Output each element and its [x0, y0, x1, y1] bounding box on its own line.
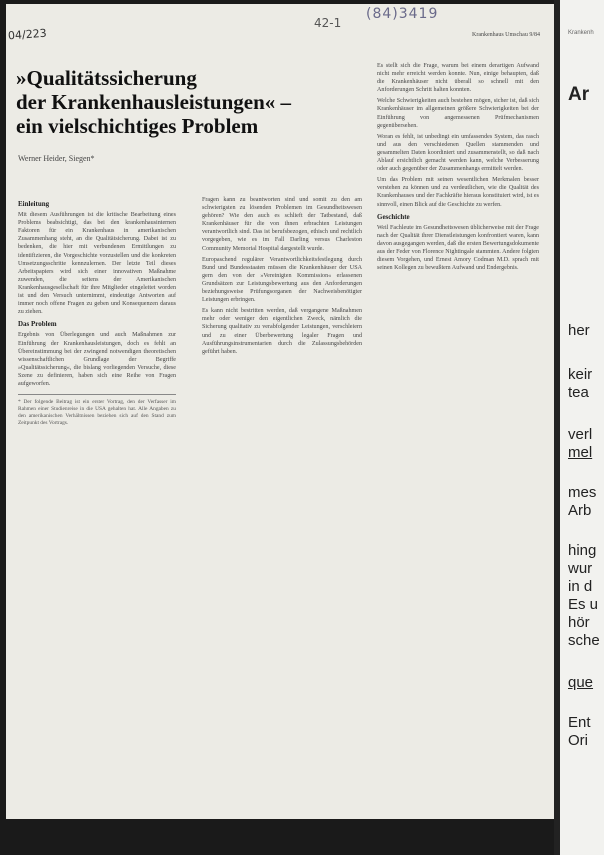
article-title: [16, 66, 366, 138]
adjacent-word: hing: [568, 542, 597, 559]
adjacent-word: verl: [568, 426, 593, 443]
text-column-3: [377, 62, 539, 807]
handwritten-left-note: 04/223: [7, 26, 48, 43]
adjacent-word: Es u: [568, 596, 599, 613]
title-line-3: ein vielschichtiges Problem: [16, 114, 259, 138]
adjacent-running-head: Krankenh: [568, 30, 594, 36]
section-heading-history: Geschichte: [377, 212, 410, 221]
adjacent-word: mel: [568, 444, 593, 461]
scan-background: [0, 819, 554, 855]
text-column-1: [18, 196, 176, 806]
adjacent-page-strip: [554, 0, 604, 855]
adjacent-word: Ent: [568, 714, 591, 731]
paragraph: Um das Problem mit seinen wesentlichen Merkmalen besser verstehen zu können und zu verdeutlichen, wie die Qualität des Krankenhauses und der Fachkräfte hieraus konstituiert wird, ist es sinnvoll, einen Blick auf die Geschichte zu werfen.: [377, 177, 539, 208]
adjacent-word: in d: [568, 578, 593, 595]
paragraph: Weil Fachleute im Gesundheitswesen üblicherweise mit der Frage nach der Qualität ihrer Dienstleistungen konfrontiert waren, kann davon ausgegangen werden, daß die ersten Bewertungsdokumente aus der Feder von Florence Nightingale stammten. Andere folgten diesem Vorgehen, und Ernest Amory Codman M.D. sprach mit seinen Kollegen zu bewußtem Aufwand und Endergebnis.: [377, 224, 539, 272]
section-heading-introduction: Einleitung: [18, 200, 50, 208]
paragraph: Fragen kann zu beantworten sind und somit zu den am schwierigsten zu lösenden Problemen im Gesundheitswesen gehören? Wie den auch es schlieft der Tatbestand, daß Krankenhäuser für die von ihnen erbrachten Leistungen verantwortlich sind. Das ist berufsbezogen, ethisch und rechtlich vorgegeben, wie es im Fall Darling versus Charleston Community Memorial Hospital dargestellt wurde.: [202, 197, 362, 252]
adjacent-word: mes: [568, 484, 597, 501]
text-column-2: [202, 196, 362, 806]
adjacent-word: Ar: [568, 84, 590, 105]
section-heading-problem: Das Problem: [18, 320, 57, 329]
paragraph: Es kann nicht bestritten werden, daß vergangene Maßnahmen mehr oder weniger den eigentlichen Zweck, nämlich die Sicherung qualitativ zu verabfolgender Leistungen, verschleiern und zu einer Überbewertung legaler Fragen und Ausführungsinstrumentarien durch die Zulassungsbehörden geführt haben.: [202, 308, 362, 355]
adjacent-word: Ori: [568, 732, 588, 749]
paragraph: Ergebnis von Überlegungen und auch Maßnahmen zur Einführung der Krankenhausleistungen, doch es fehlt an Übereinstimmung bei der zwingend notwendigen theoretischen wissenschaftlichen Grundlage der Begriffe »Qualitätssicherung«, die bislang vorliegenden Versuche, diese Szene zu definieren, haben sich eine Reihe von Fragen aufgeworfen.: [18, 332, 176, 387]
document-page: [6, 4, 554, 819]
title-line-1: »Qualitätssicherung: [16, 66, 197, 90]
footnote: * Der folgende Beitrag ist ein erster Vortrag, den der Verfasser im Rahmen einer Studienreise in die USA gehalten hat. Alle Angaben zu den amerikanischen Verhältnissen beziehen sich auf den Stand zum Zeitpunkt des Vortrags.: [18, 394, 176, 427]
running-head: Krankenhaus Umschau 9/84: [472, 32, 540, 38]
adjacent-word: sche: [568, 632, 600, 649]
title-line-2: der Krankenhausleistungen« –: [16, 90, 291, 114]
adjacent-word: keir: [568, 366, 593, 383]
adjacent-word: wur: [568, 560, 593, 577]
adjacent-word: hör: [568, 614, 590, 631]
author-line: Werner Heider, Siegen*: [18, 154, 95, 163]
adjacent-word: Arb: [568, 502, 592, 519]
paragraph: Woran es fehlt, ist unbedingt ein umfassendes System, das rasch und aus den verschiedenen Quellen stammenden und gesammelten Daten koordiniert und zusammenstellt, so daß nach Ablauf ersichtlich gemacht werden kann, welche Verbesserung oder auch gegenüber der Zusammenhangs ermittelt werden.: [377, 133, 539, 173]
archive-stamp: (84)3419: [366, 6, 439, 22]
paragraph: Welche Schwierigkeiten auch bestehen mögen, sicher ist, daß sich Krankenhäuser im allgemeinen größere Schwierigkeiten bei der Einführung von angemessenen Prüfmechanismen gegenübersehen.: [377, 98, 539, 129]
handwritten-top-note: 42-1: [314, 16, 342, 30]
adjacent-word: tea: [568, 384, 589, 401]
page-edge-divider: [554, 0, 560, 855]
paragraph: Europaschend regulärer Verantwortlichkeitsfestlegung durch Bund und Bundesstaaten müssen die Krankenhäuser der USA gern den von der »Vereinigten Kommission« erlassenen Grundsätzen zur Leistungsbewertung aus den Anforderungen beziehungsweise Prüfungsorganen der Nachweisbenötigter Leistungen erbringen.: [202, 256, 362, 304]
paragraph: Mit diesem Ausführungen ist die kritische Bearbeitung eines Problems beabsichtigt, das bei den krankenhausinternen Faktoren für ein Krankenhaus in amerikanischen Zusammenhang steht, an die Qualitätsicherung. Dabei ist zu bedenken, die hier mit verbundenen Ermittlungen zu identifizieren, die Vorgeschichte vorzustellen und die konkreten Umsetzungsschritte kennzulernen. Der letzte Teil dieses Arbeitspapiers wird sich einer innovativen Maßnahme zuwenden, die seitens der Amerikanischen Krankenhausgesellschaft für ihre Mitglieder eingeleitet worden ist und den Versuch unternimmt, eindeutige Antworten auf immer noch offene Fragen zu geben und Konsequenzen daraus zu ziehen.: [18, 212, 176, 316]
paragraph: Es stellt sich die Frage, warum bei einem derartigen Aufwand nicht mehr erreicht werden konnte. Nun, einige behaupten, daß die Krankenhäuser nicht überall so schnell mit den Anforderungen Schritt halten konnten.: [377, 63, 539, 94]
adjacent-word: que: [568, 674, 594, 691]
adjacent-word: her: [568, 322, 590, 339]
